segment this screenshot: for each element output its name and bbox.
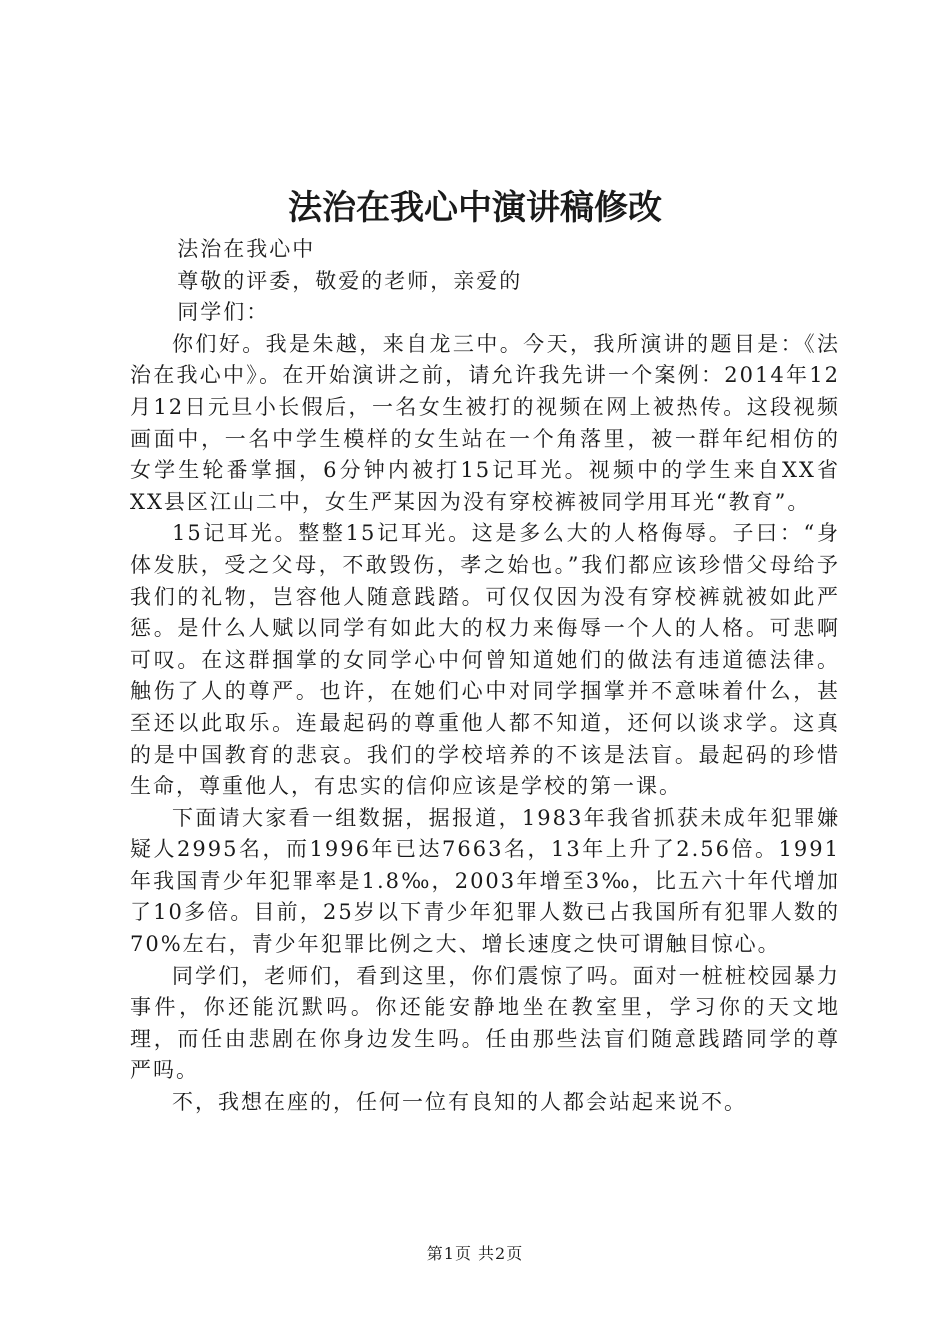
document-body <box>130 234 840 1119</box>
page-number-footer: 第1页 共2页 <box>426 1244 524 1263</box>
paragraph-reflection: 15记耳光。整整15记耳光。这是多么大的人格侮辱。子曰：“身体发肤，受之父母，不敢毁伤，孝之始也。”我们都应该珍惜父母给予我们的礼物，岂容他人随意践踏。可仅仅因为没有穿校裤就被如此严惩。是什么人赋以同学有如此大的权力来侮辱一个人的人格。可悲啊可叹。在这群掴掌的女同学心中何曾知道她们的做法有违道德法律。触伤了人的尊严。也许，在她们心中对同学掴掌并不意味着什么，甚至还以此取乐。连最起码的尊重他人都不知道，还何以谈求学。这真的是中国教育的悲哀。我们的学校培养的不该是法盲。最起码的珍惜生命，尊重他人，有忠实的信仰应该是学校的第一课。 <box>130 521 840 799</box>
document-title: 法治在我心中演讲稿修改 <box>288 188 662 228</box>
paragraph-response: 不，我想在座的，任何一位有良知的人都会站起来说不。 <box>172 1090 747 1115</box>
paragraph-statistics: 下面请大家看一组数据，据报道，1983年我省抓获未成年犯罪嫌疑人2995名，而1996年已达7663名，13年上升了2.56倍。1991年我国青少年犯罪率是1.8‰，2003年增至3‰，比五六十年代增加了10多倍。目前，25岁以下青少年犯罪人数已占我国所有犯罪人数的70%左右，青少年犯罪比例之大、增长速度之快可谓触目惊心。 <box>130 805 840 957</box>
salutation-line-2: 同学们： <box>177 300 270 325</box>
paragraph-introduction: 你们好。我是朱越，来自龙三中。今天，我所演讲的题目是：《法治在我心中》。在开始演讲之前，请允许我先讲一个案例：2014年12月12日元旦小长假后，一名女生被打的视频在网上被热传。这段视频画面中，一名中学生模样的女生站在一个角落里，被一群年纪相仿的女学生轮番掌掴，6分钟内被打15记耳光。视频中的学生来自XX省XX县区江山二中，女生严某因为没有穿校裤被同学用耳光“教育”。 <box>130 331 840 514</box>
paragraph-appeal: 同学们，老师们，看到这里，你们震惊了吗。面对一桩桩校园暴力事件，你还能沉默吗。你还能安静地坐在教室里，学习你的天文地理，而任由悲剧在你身边发生吗。任由那些法盲们随意践踏同学的尊严吗。 <box>130 963 840 1083</box>
salutation-line-1: 尊敬的评委，敬爱的老师，亲爱的 <box>177 268 523 293</box>
speech-subtitle: 法治在我心中 <box>177 237 316 261</box>
